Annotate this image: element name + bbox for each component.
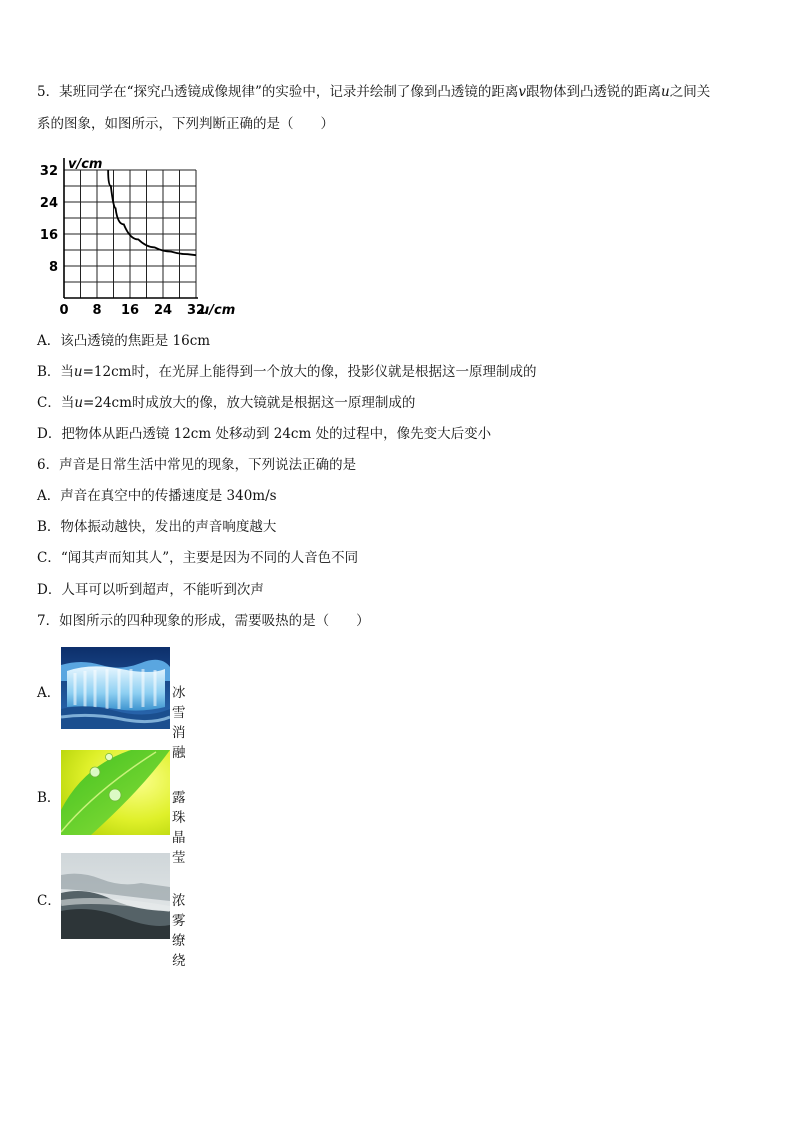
q5-stem-text-3: 之间关 xyxy=(669,84,711,100)
q5-option-a[interactable]: A．该凸透镜的焦距是 16cm xyxy=(37,333,211,349)
q5-stem-text-2: 跟物体到凸透锐的距离 xyxy=(526,84,662,100)
q5-option-b[interactable] xyxy=(37,362,536,382)
data-curve xyxy=(108,170,196,255)
chart-axes xyxy=(64,158,198,298)
q5-option-d[interactable]: D．把物体从距凸透镜 12cm 处移动到 24cm 处的过程中，像先变大后变小 xyxy=(37,426,492,442)
q5-stem-text-1: 5．某班同学在“探究凸透镜成像规律”的实验中，记录并绘制了像到凸透镜的距离 xyxy=(37,84,519,100)
q5-option-b-text: =12cm时，在光屏上能得到一个放大的像，投影仪就是根据这一原理制成的 xyxy=(82,364,537,380)
y-tick-label: 32 xyxy=(39,164,58,179)
q6-option-b[interactable]: B．物体振动越快，发出的声音响度越大 xyxy=(37,519,277,535)
q5-option-b-var: u xyxy=(73,364,83,380)
q5-var-v: v xyxy=(518,84,527,100)
x-tick-label: 32 xyxy=(186,303,206,316)
q7-option-a-caption: 冰雪消融 xyxy=(172,685,186,761)
x-tick-label: 8 xyxy=(92,303,102,316)
q7-option-a-label: A． xyxy=(37,685,61,701)
q5-stem-line1 xyxy=(37,82,710,102)
q5-stem-line2: 系的图象，如图所示，下列判断正确的是（ ） xyxy=(37,116,334,132)
q5-option-c-var: u xyxy=(74,395,84,411)
x-tick-label: 16 xyxy=(120,303,140,316)
y-tick-label: 16 xyxy=(39,228,58,243)
q7-stem: 7．如图所示的四种现象的形成，需要吸热的是（ ） xyxy=(37,613,370,629)
y-tick-label: 8 xyxy=(48,260,58,275)
q6-option-d[interactable]: D．人耳可以听到超声，不能听到次声 xyxy=(37,582,264,598)
y-tick-label: 24 xyxy=(39,196,58,211)
q5-option-c-text: =24cm时成放大的像，放大镜就是根据这一原理制成的 xyxy=(83,395,416,411)
chart-curve-layer xyxy=(108,170,196,255)
misty-mountain-photo-icon xyxy=(61,853,170,939)
ice-waterfall-photo-icon xyxy=(61,647,170,729)
y-axis-label: v/cm xyxy=(68,157,103,172)
q6-option-c[interactable]: C．“闻其声而知其人”，主要是因为不同的人音色不同 xyxy=(37,550,359,566)
x-axis-label: u/cm xyxy=(200,303,236,316)
q7-option-b-label: B． xyxy=(37,790,61,806)
x-tick-label: 24 xyxy=(153,303,173,316)
q7-option-c-label: C． xyxy=(37,893,61,909)
q5-var-u: u xyxy=(661,84,670,100)
x-tick-label: 0 xyxy=(59,303,69,316)
q5-option-c[interactable] xyxy=(37,393,415,413)
q5-option-b-prefix: B．当 xyxy=(37,364,74,380)
chart-labels xyxy=(40,157,235,316)
lens-distance-chart xyxy=(36,146,246,316)
dewdrop-leaf-photo-icon xyxy=(61,750,170,835)
q5-option-c-prefix: C．当 xyxy=(37,395,75,411)
q7-option-c-caption: 浓雾缭绕 xyxy=(172,893,186,969)
q6-stem: 6．声音是日常生活中常见的现象，下列说法正确的是 xyxy=(37,457,357,473)
q7-option-b-caption: 露珠晶莹 xyxy=(172,790,186,866)
q6-option-a[interactable]: A．声音在真空中的传播速度是 340m/s xyxy=(37,488,277,504)
